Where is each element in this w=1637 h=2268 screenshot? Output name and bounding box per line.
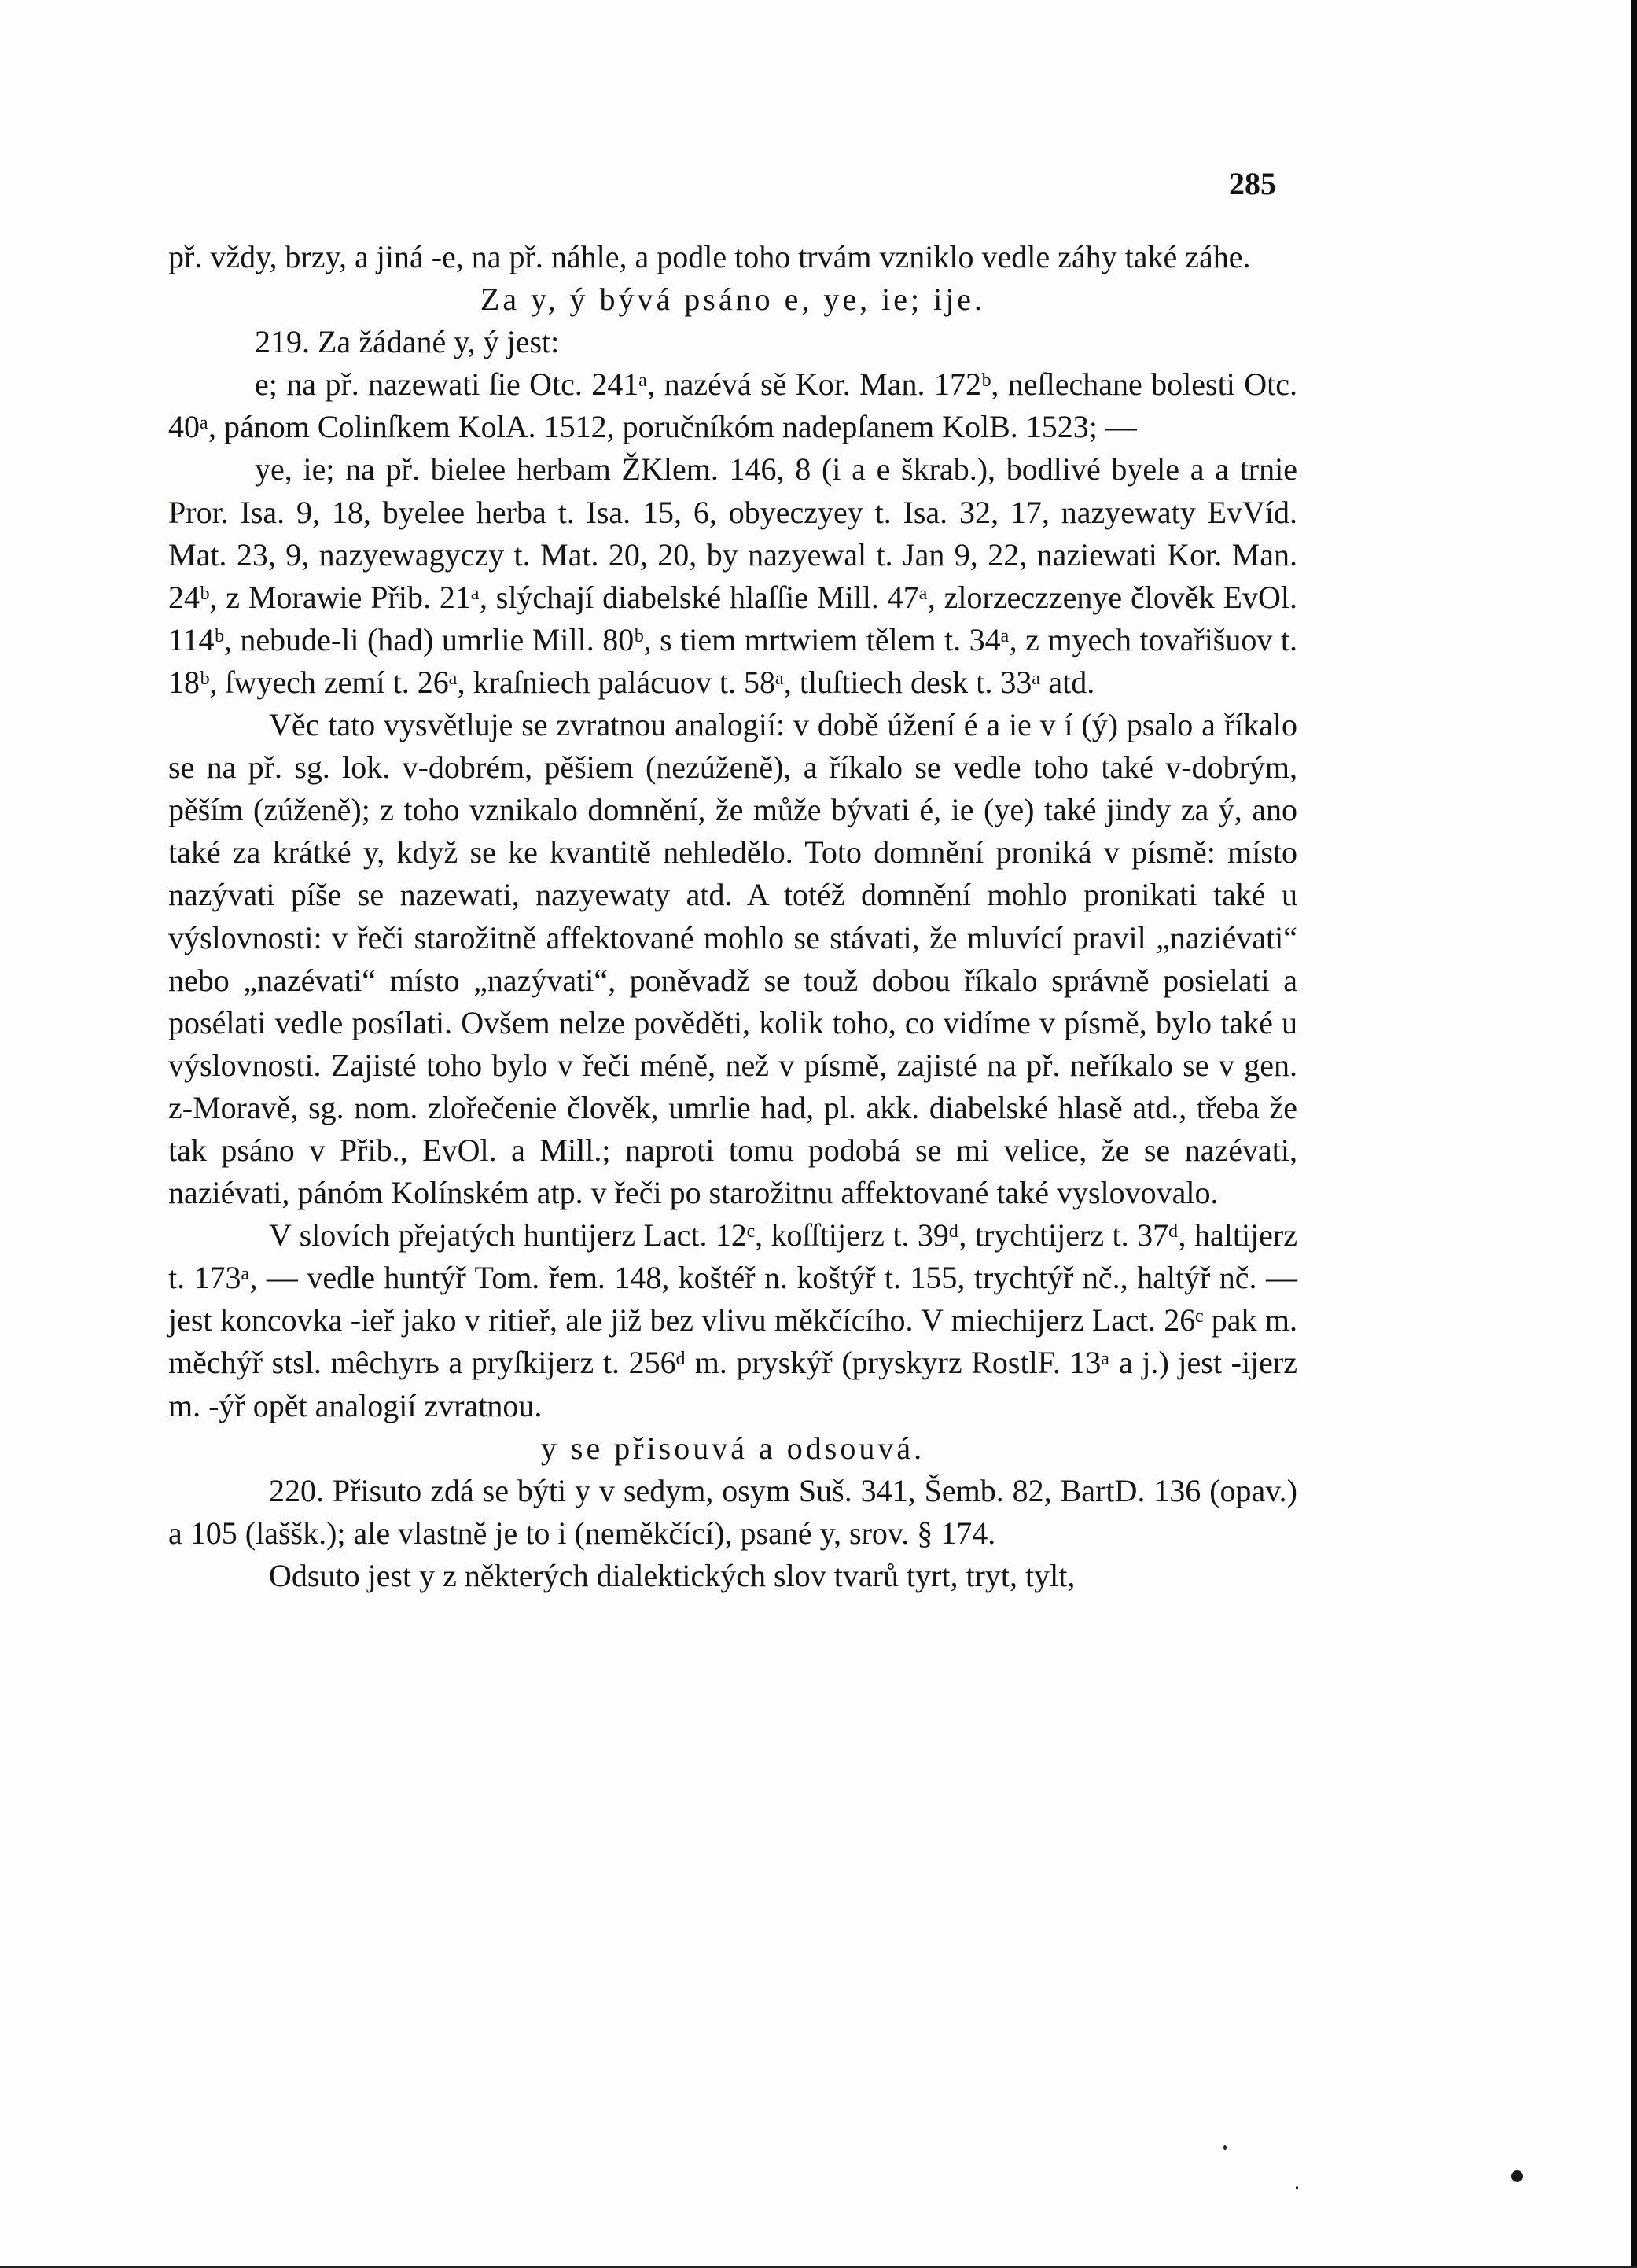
paragraph-219-ye-examples: ye, ie; na př. bielee herbam ŽKlem. 146, 8 (i a e škrab.), bodlivé byele a a trnie Pror. Isa. 9, 18, byelee herba t. Isa. 15, 6, obyeczyey t. Isa. 32, 17, nazyewaty EvVíd. Mat. 23, 9, nazyewagyczy t. Mat. 20, 20, by nazyewal t. Jan 9, 22, naziewati Kor. Man. 24ᵇ, z Morawie Přib. 21ᵃ, slýchají diabelské hlaſſie Mill. 47ᵃ, zlorzeczzenye člověk EvOl. 114ᵇ, nebude-li (had) umrlie Mill. 80ᵇ, s tiem mrtwiem tělem t. 34ᵃ, z myech tovařišuov t. 18ᵇ, ſwyech zemí t. 26ᵃ, kraſniech palácuov t. 58ᵃ, tluſtiech desk t. 33ᵃ atd.	[168, 451, 1297, 700]
paragraph-219-loanwords: V slovích přejatých huntijerz Lact. 12ᶜ, koſſtijerz t. 39ᵈ, trychtijerz t. 37ᵈ, haltijerz t. 173ᵃ, — vedle huntýř Tom. řem. 148, koštéř n. koštýř t. 155, trychtýř nč., haltýř nč. — jest koncovka -ieř jako v ritieř, ale již bez vlivu měkčícího. V miechijerz Lact. 26ᶜ pak m. měchýř stsl. mêchyrь a pryſkijerz t. 256ᵈ m. pryskýř (pryskyrz RostlF. 13ᵃ a j.) jest -ijerz m. -ýř opět analogií zvratnou.	[168, 1217, 1297, 1423]
section-heading-y-spelling: Za y, ý bývá psáno e, ye, ie; ije.	[480, 282, 986, 318]
section-heading-y-added-removed: y se přisouvá a odsouvá.	[540, 1430, 925, 1466]
paragraph-220-removed: Odsuto jest y z některých dialektických slov tvarů tyrt, tryt, tylt,	[269, 1557, 1076, 1593]
ink-speck	[1223, 2145, 1227, 2150]
ink-speck	[1296, 2186, 1298, 2189]
page-body	[168, 236, 1297, 1597]
paragraph-220-added: 220. Přisuto zdá se býti y v sedym, osym Suš. 341, Šemb. 82, BartD. 136 (opav.) a 105 (laššk.); ale vlastně je to i (neměkčící), psané y, srov. § 174.	[168, 1472, 1297, 1551]
paragraph-219-lead: 219. Za žádané y, ý jest:	[255, 324, 560, 360]
ink-speck	[1511, 2170, 1523, 2182]
scan-edge-right	[1631, 0, 1637, 2268]
paragraph-219-explanation: Věc tato vysvětluje se zvratnou analogií: v době úžení é a ie v í (ý) psalo a říkalo se na př. sg. lok. v-dobrém, pěšiem (nezúženě), a říkalo se vedle toho také v-dobrým, pěším (zúženě); z toho vznikalo domnění, že může bývati é, ie (ye) také jindy za ý, ano také za krátké y, když se ke kvantitě nehledělo. Toto domnění proniká v písmě: místo nazývati píše se nazewati, nazyewaty atd. A totéž domnění mohlo pronikati také u výslovnosti: v řeči starožitně affektované mohlo se stávati, že mluvící pravil „naziévati“ nebo „nazévati“ místo „nazývati“, poněvadž se touž dobou říkalo správně posielati a posélati vedle posílati. Ovšem nelze pověděti, kolik toho, co vidíme v písmě, bylo také u výslovnosti. Zajisté toho bylo v řeči méně, než v písmě, zajisté na př. neříkalo se v gen. z-Moravě, sg. nom. zlořečenie člověk, umrlie had, pl. akk. diabelské hlasě atd., třeba že tak psáno v Přib., EvOl. a Mill.; naproti tomu podobá se mi velice, že se nazévati, naziévati, pánóm Kolínském atp. v řeči po starožitnu affektované také vyslovovalo.	[168, 707, 1297, 1211]
page-number: 285	[1229, 166, 1276, 201]
intro-paragraph: př. vždy, brzy, a jiná -e, na př. náhle, a podle toho trvám vzniklo vedle záhy také záhe.	[168, 239, 1251, 274]
paragraph-219-e-examples: e; na př. nazewati ſie Otc. 241ᵃ, nazévá sě Kor. Man. 172ᵇ, neſlechane bolesti Otc. 40ᵃ, pánom Colinſkem KolA. 1512, poručníkóm nadepſanem KolB. 1523; —	[168, 366, 1297, 445]
